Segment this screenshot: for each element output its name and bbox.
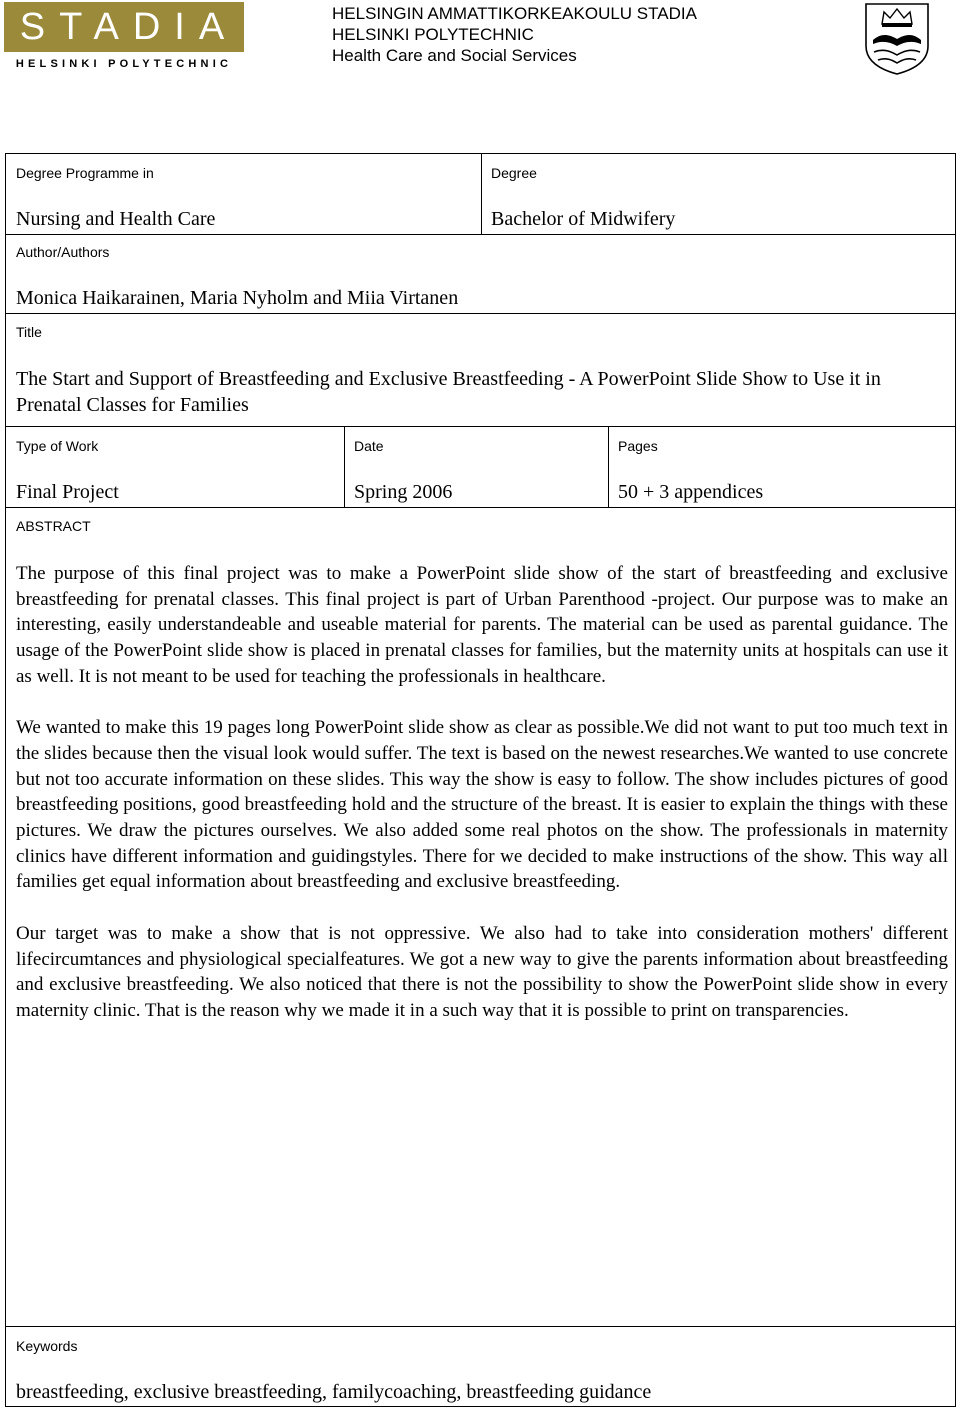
divider <box>6 507 955 508</box>
authors-label: Author/Authors <box>16 244 110 260</box>
degree-programme-value: Nursing and Health Care <box>16 208 216 230</box>
divider <box>344 426 345 507</box>
abstract-paragraph: We wanted to make this 19 pages long PowerPoint slide show as clear as possible.We did not want to put too much text in the slides because then the visual look would suffer. The text is based on the newest researches.We wanted to use concrete but not too accurate information on these slides. This way the show is easy to follow. The show includes pictures of good breastfeeding positions, good breastfeeding hold and the structure of the breast. It is easier to explain the things with these pictures. We draw the pictures ourselves. We also added some real photos on the show. The professionals in maternity clinics have different information and guidingstyles. There for we decided to make instructions of the show. This way all families get equal information about breastfeeding and exclusive breastfeeding. <box>16 717 948 893</box>
institution-line-2: HELSINKI POLYTECHNIC <box>332 25 534 44</box>
institution-line-1: HELSINGIN AMMATTIKORKEAKOULU STADIA <box>332 4 697 23</box>
institution-block <box>332 3 697 66</box>
degree-value: Bachelor of Midwifery <box>491 208 676 230</box>
abstract-paragraph: The purpose of this final project was to make a PowerPoint slide show of the start of breastfeeding and exclusive breastfeeding for prenatal classes. This final project is part of Urban Parenthood -project. Our purpose was to make an interesting, easily understandeable and useable material for parents. The material can be used as parental guidance. The usage of the PowerPoint slide show is placed in prenatal classes for families, but the maternity units at hospitals can use it as well. It is not meant to be used for teaching the professionals in healthcare. <box>16 563 948 687</box>
divider <box>6 234 955 235</box>
pages-label: Pages <box>618 438 658 454</box>
type-of-work-value: Final Project <box>16 481 119 503</box>
type-of-work-label: Type of Work <box>16 438 99 454</box>
date-label: Date <box>354 438 384 454</box>
date-value: Spring 2006 <box>354 481 453 503</box>
abstract-form <box>5 153 956 1407</box>
logo-subtitle: HELSINKI POLYTECHNIC <box>15 58 233 70</box>
degree-label: Degree <box>491 165 537 181</box>
logo-wordmark: STADIA <box>19 6 239 48</box>
degree-programme-label: Degree Programme in <box>16 165 154 181</box>
title-label: Title <box>16 324 42 340</box>
title-value: The Start and Support of Breastfeeding and Exclusive Breastfeeding - A PowerPoint Slide Show to Use it in Prenatal Classes for Families <box>16 368 881 416</box>
helsinki-coat-of-arms-icon <box>864 2 930 76</box>
divider <box>6 426 955 427</box>
abstract-paragraph: Our target was to make a show that is not oppressive. We also had to take into consideration mothers' different lifecircumtances and physiological specialfeatures. We got a new way to give the parents information about breastfeeding and exclusive breastfeeding. We also noticed that there is not the possibility to show the PowerPoint slide show in every maternity clinic. That is the reason why we made it in a such way that it is possible to print on transparencies. <box>16 922 948 1021</box>
divider <box>608 426 609 507</box>
divider <box>6 313 955 314</box>
institution-line-3: Health Care and Social Services <box>332 46 577 65</box>
divider <box>481 154 482 234</box>
authors-value: Monica Haikarainen, Maria Nyholm and Miia Virtanen <box>16 287 459 309</box>
keywords-value: breastfeeding, exclusive breastfeeding, familycoaching, breastfeeding guidance <box>16 1381 652 1403</box>
keywords-label: Keywords <box>16 1338 78 1354</box>
stadia-logo <box>4 2 244 76</box>
pages-value: 50 + 3 appendices <box>618 481 764 503</box>
divider <box>6 1326 955 1327</box>
abstract-body <box>16 561 948 1049</box>
abstract-label: ABSTRACT <box>16 518 91 534</box>
logo-band <box>4 2 244 52</box>
